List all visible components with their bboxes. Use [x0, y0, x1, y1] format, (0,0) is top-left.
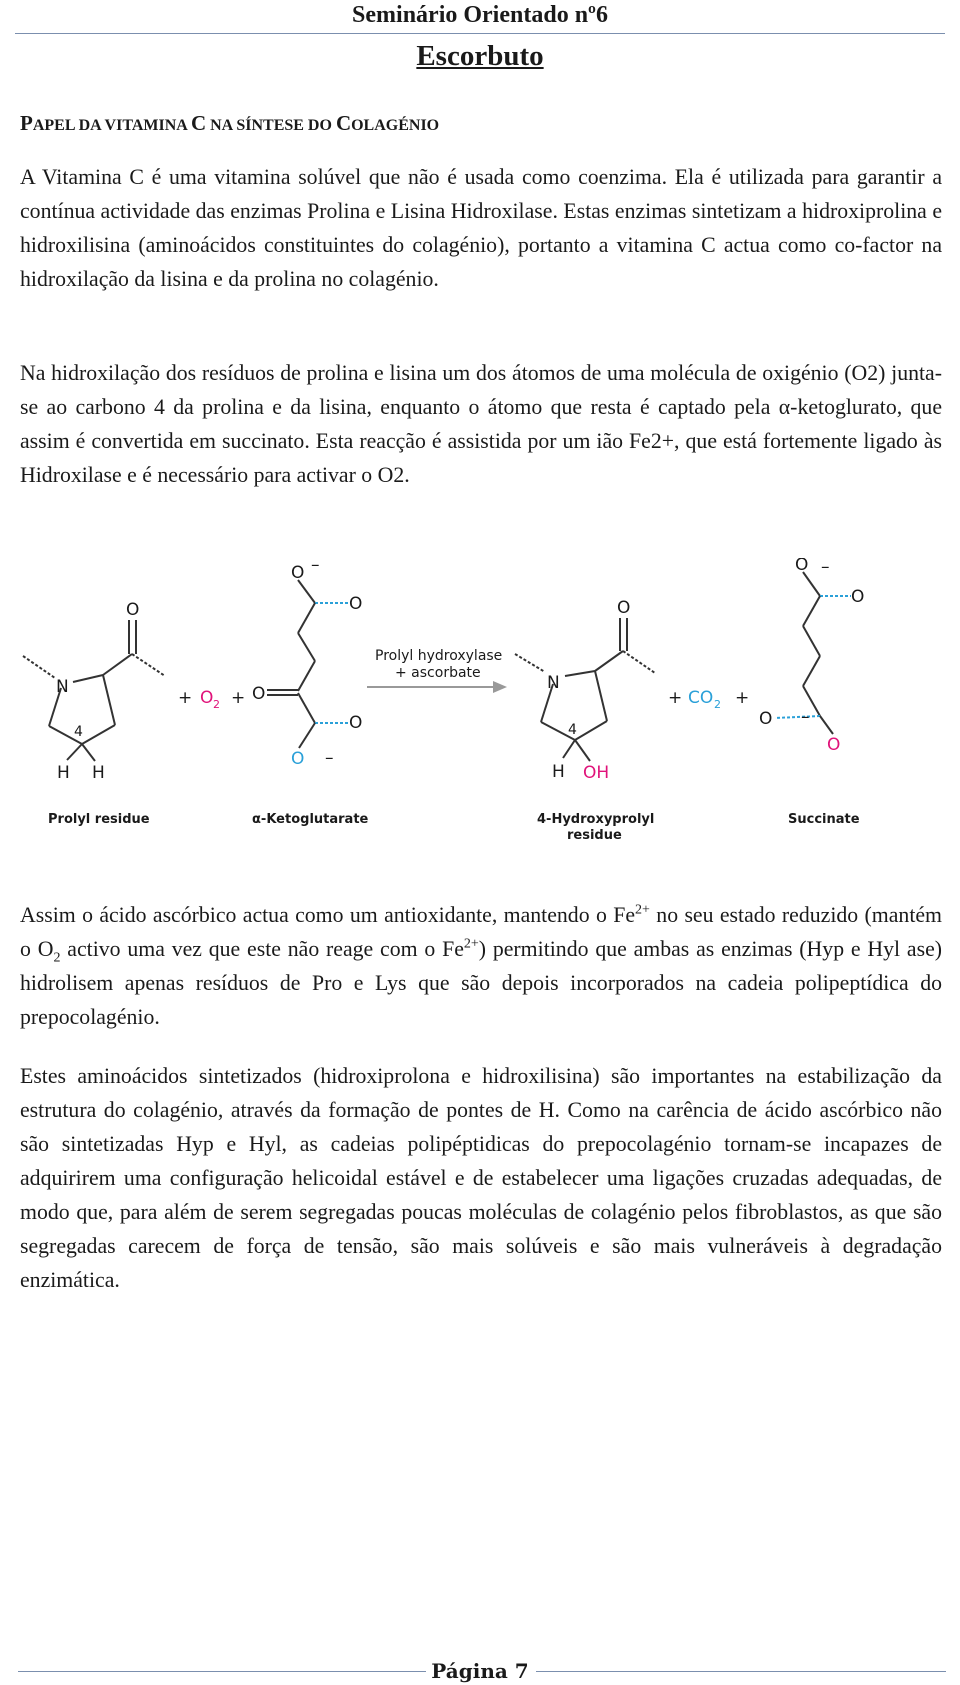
atom-o: O — [252, 684, 266, 704]
charge-minus: – — [311, 558, 320, 575]
plus-sign: + — [231, 688, 246, 708]
cofactor-label: + ascorbate — [395, 665, 481, 681]
atom-n: N — [547, 673, 560, 693]
heading-small: OLAGÉNIO — [351, 117, 440, 134]
prolyl-structure — [23, 620, 165, 761]
paragraph-text: activo uma vez que este não reage com o Fe — [60, 937, 464, 961]
plus-sign: + — [735, 688, 750, 708]
o2-reactant: O — [200, 688, 214, 708]
section-heading — [20, 110, 439, 139]
paragraph-text: Assim o ácido ascórbico actua como um antioxidante, mantendo o Fe — [20, 903, 636, 927]
paragraph-text: ) permitindo que ambas as enzimas (Hyp e Hyl ase) hidrolisem apenas resíduos de Pro e Lys que são depois incorporados na cadeia polipeptídica do prepocolagénio. — [20, 937, 942, 1029]
atom-o: O — [759, 709, 773, 729]
superscript: 2+ — [635, 902, 650, 918]
paragraph-vitamin-c: A Vitamina C é uma vitamina solúvel que não é usada como coenzima. Ela é utilizada para garantir a contínua actividade das enzimas Prolina e Lisina Hidroxilase. Estas enzimas sintetizam a hidroxiprolina e hidroxilisina (aminoácidos constituintes do colagénio), portanto a vitamina C actua como co-factor na hidroxilação da lisina e da prolina no colagénio. — [20, 165, 942, 291]
heading-cap: C — [190, 111, 207, 135]
reaction-figure — [15, 558, 945, 853]
atom-h: H — [552, 762, 565, 782]
label-residue: residue — [567, 828, 622, 843]
document-title: Escorbuto — [416, 40, 544, 72]
paragraph-antioxidant — [20, 898, 942, 1034]
hydroxyl-group: OH — [583, 763, 610, 783]
label-prolyl-residue: Prolyl residue — [48, 812, 150, 827]
enzyme-label: Prolyl hydroxylase — [375, 648, 503, 664]
succinate-structure — [775, 572, 851, 734]
label-ketoglutarate: α-Ketoglutarate — [252, 812, 369, 827]
carbon-4-label: 4 — [568, 722, 577, 738]
charge-minus: – — [821, 558, 830, 577]
atom-n: N — [56, 677, 69, 697]
heading-cap: C — [335, 111, 352, 135]
label-succinate: Succinate — [788, 812, 860, 827]
atom-o: O — [349, 594, 363, 614]
subscript: 2 — [53, 950, 61, 966]
atom-o: O — [795, 558, 809, 575]
reaction-arrowhead — [493, 681, 507, 693]
hydroxyprolyl-structure — [515, 618, 655, 761]
o2-subscript: 2 — [213, 698, 220, 711]
header-divider — [15, 33, 945, 34]
paragraph-text: no seu estado reduzido (mantém o O — [20, 903, 942, 961]
superscript: 2+ — [463, 936, 479, 952]
atom-o: O — [291, 563, 305, 583]
ketoglutarate-structure — [267, 580, 348, 748]
heading-small: NA SÍNTESE DO — [206, 117, 336, 134]
atom-o-magenta: O — [827, 735, 841, 755]
page-number: Página 7 — [431, 1659, 529, 1683]
plus-sign: + — [668, 688, 683, 708]
running-header: Seminário Orientado nº6 — [352, 2, 608, 28]
label-hydroxyprolyl: 4-Hydroxyprolyl — [537, 812, 655, 827]
heading-small: APEL DA VITAMINA — [32, 117, 191, 134]
charge-minus: – — [801, 707, 810, 727]
heading-cap: P — [20, 111, 33, 135]
atom-o: O — [851, 587, 865, 607]
carbon-4-label: 4 — [74, 724, 83, 740]
paragraph-hydroxylation: Na hidroxilação dos resíduos de prolina e lisina um dos átomos de uma molécula de oxigénio (O2) junta-se ao carbono 4 da prolina e da lisina, enquanto o átomo que resta é captado pela α-ketoglurato, que assim é convertida em succinato. Esta reacção é assistida por um ião Fe2+, que está fortemente ligado às Hidroxilase e é necessário para activar o O2. — [20, 361, 942, 487]
co2-subscript: 2 — [714, 698, 721, 711]
atom-o: O — [617, 598, 631, 618]
plus-sign: + — [178, 688, 193, 708]
paragraph-amino-acids: Estes aminoácidos sintetizados (hidroxiprolona e hidroxilisina) são importantes na estabilização da estrutura do colagénio, através da formação de pontes de H. Como na carência de ácido ascórbico não são sintetizadas Hyp e Hyl, as cadeias polipéptidicas do prepocolagénio tornam-se incapazes de adquirirem uma configuração helicoidal estável e de estabelecer uma ligações cruzadas adequadas, de modo que, para além de serem segregadas poucas moléculas de colagénio pelos fibroblastos, as que são segregadas carecem de força de tensão, são mais solúveis e são mais vulneráveis à degradação enzimática. — [20, 1064, 942, 1292]
charge-minus: – — [325, 748, 334, 768]
atom-o-blue: O — [291, 749, 305, 769]
atom-o: O — [126, 600, 140, 620]
atom-o: O — [349, 713, 363, 733]
co2-product: CO — [688, 688, 714, 708]
reaction-diagram — [15, 558, 945, 853]
atom-h: H — [57, 763, 70, 783]
atom-h: H — [92, 763, 105, 783]
